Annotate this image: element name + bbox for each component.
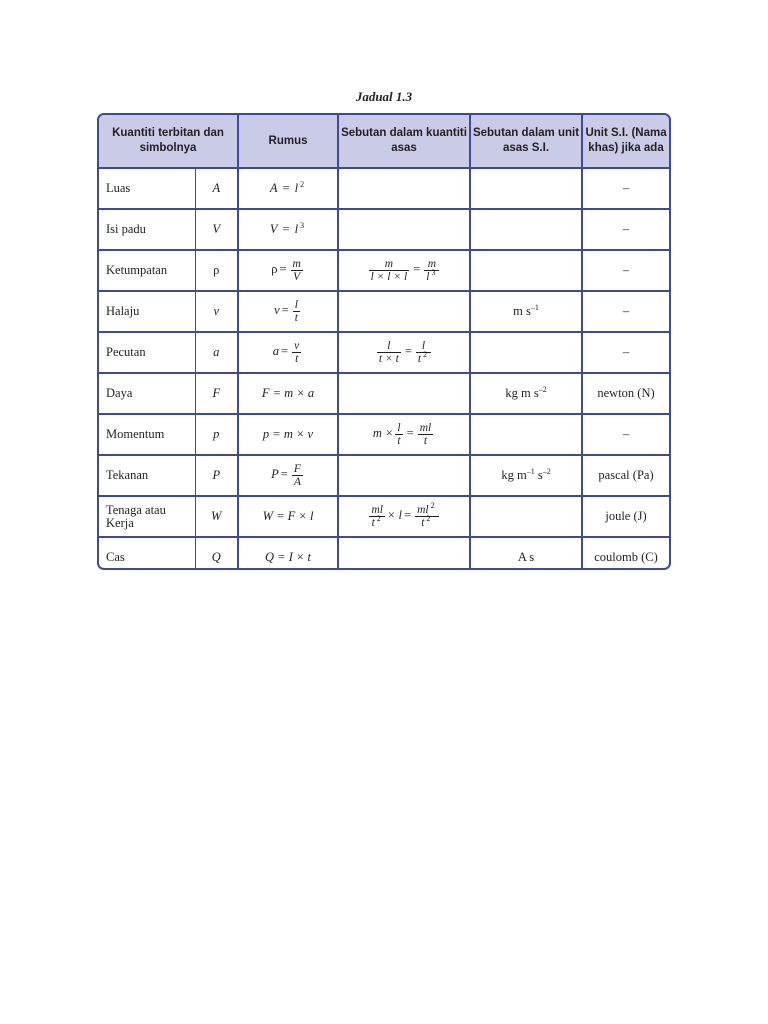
base-quantity-cell bbox=[338, 455, 470, 496]
base-unit-cell: A s bbox=[470, 537, 582, 570]
table-row bbox=[99, 168, 669, 209]
si-unit-cell: – bbox=[582, 291, 669, 332]
base-quantity-cell bbox=[338, 168, 470, 209]
quantity-name: Cas bbox=[99, 537, 195, 570]
header-si-unit: Unit S.I. (Nama khas) jika ada bbox=[582, 115, 669, 168]
quantity-name: Luas bbox=[99, 168, 195, 209]
table-caption: Jadual 1.3 bbox=[355, 89, 413, 104]
quantity-symbol: W bbox=[195, 496, 238, 537]
base-unit-cell bbox=[470, 414, 582, 455]
si-unit-cell: coulomb (C) bbox=[582, 537, 669, 570]
base-unit-cell: kg m $s^{-2}$ bbox=[470, 373, 582, 414]
table-header-row bbox=[99, 115, 669, 168]
table-row bbox=[99, 496, 669, 537]
quantity-name: Tekanan bbox=[99, 455, 195, 496]
base-quantity-cell: m × $\frac{l}{t}$ = $\frac{ml}{t}$ bbox=[338, 414, 470, 455]
quantity-symbol: Q bbox=[195, 537, 238, 570]
si-unit-cell: pascal (Pa) bbox=[582, 455, 669, 496]
base-unit-cell bbox=[470, 209, 582, 250]
quantity-name: Momentum bbox=[99, 414, 195, 455]
quantity-symbol: A bbox=[195, 168, 238, 209]
quantity-name: Pecutan bbox=[99, 332, 195, 373]
quantity-symbol: v bbox=[195, 291, 238, 332]
quantity-symbol: P bbox=[195, 455, 238, 496]
quantity-name: Daya bbox=[99, 373, 195, 414]
formula-cell: P = $\frac{F}{A}$ bbox=[238, 455, 338, 496]
base-quantity-cell bbox=[338, 537, 470, 570]
table-row bbox=[99, 373, 669, 414]
si-unit-cell: joule (J) bbox=[582, 496, 669, 537]
header-base-quantity: Sebutan dalam kuantiti asas bbox=[338, 115, 470, 168]
formula-cell: F = m × a bbox=[238, 373, 338, 414]
si-unit-cell: – bbox=[582, 168, 669, 209]
si-unit-cell: – bbox=[582, 209, 669, 250]
base-unit-cell: m $s^{-1}$ bbox=[470, 291, 582, 332]
si-unit-cell: newton (N) bbox=[582, 373, 669, 414]
derived-quantities-table bbox=[97, 113, 671, 570]
table-row bbox=[99, 250, 669, 291]
base-quantity-cell: $\frac{l}{t \times t}$ = $\frac{l}{t ^2}$ bbox=[338, 332, 470, 373]
base-unit-cell: kg $m^{-1}$ $s^{-2}$ bbox=[470, 455, 582, 496]
table-row bbox=[99, 291, 669, 332]
quantity-symbol: p bbox=[195, 414, 238, 455]
header-formula: Rumus bbox=[238, 115, 338, 168]
si-unit-cell: – bbox=[582, 332, 669, 373]
formula-cell: p = m × v bbox=[238, 414, 338, 455]
formula-cell: W = F × l bbox=[238, 496, 338, 537]
base-unit-cell bbox=[470, 168, 582, 209]
header-base-unit: Sebutan dalam unit asas S.I. bbox=[470, 115, 582, 168]
formula-cell: v = $\frac{l}{t}$ bbox=[238, 291, 338, 332]
base-quantity-cell: $\frac{m}{l \times l \times l}$ = $\frac{m}{l ^3}$ bbox=[338, 250, 470, 291]
formula-cell: Q = I × t bbox=[238, 537, 338, 570]
quantity-symbol: ρ bbox=[195, 250, 238, 291]
quantity-symbol: F bbox=[195, 373, 238, 414]
quantity-symbol: a bbox=[195, 332, 238, 373]
si-unit-cell: – bbox=[582, 414, 669, 455]
formula-cell: V = l $^3$ bbox=[238, 209, 338, 250]
table-row bbox=[99, 455, 669, 496]
quantity-name: Tenaga atau Kerja bbox=[99, 496, 195, 537]
base-quantity-cell bbox=[338, 373, 470, 414]
base-unit-cell bbox=[470, 250, 582, 291]
base-quantity-cell bbox=[338, 291, 470, 332]
table-row bbox=[99, 209, 669, 250]
formula-cell: ρ = $\frac{m}{V}$ bbox=[238, 250, 338, 291]
table-row bbox=[99, 537, 669, 570]
formula-cell: a = $\frac{v}{t}$ bbox=[238, 332, 338, 373]
quantity-name: Ketumpatan bbox=[99, 250, 195, 291]
table-row bbox=[99, 414, 669, 455]
quantity-name: Isi padu bbox=[99, 209, 195, 250]
header-quantity: Kuantiti terbitan dan simbolnya bbox=[99, 115, 238, 168]
base-quantity-cell: $\frac{ml}{t ^2}$ × l = $\frac{ml ^2}{t ^2}$ bbox=[338, 496, 470, 537]
table-row bbox=[99, 332, 669, 373]
formula-cell: A = l $^2$ bbox=[238, 168, 338, 209]
base-unit-cell bbox=[470, 496, 582, 537]
base-quantity-cell bbox=[338, 209, 470, 250]
quantity-name: Halaju bbox=[99, 291, 195, 332]
base-unit-cell bbox=[470, 332, 582, 373]
quantity-symbol: V bbox=[195, 209, 238, 250]
si-unit-cell: – bbox=[582, 250, 669, 291]
